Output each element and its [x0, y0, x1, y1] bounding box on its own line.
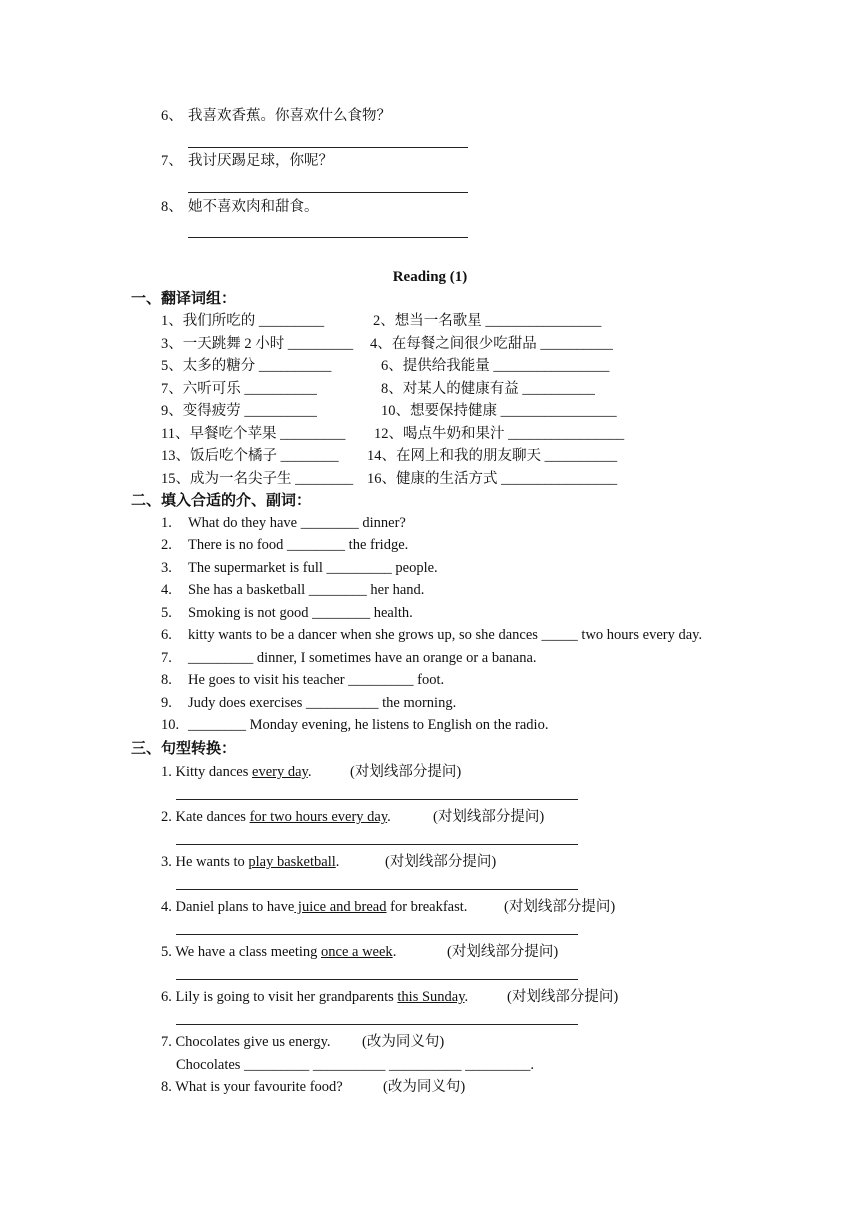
answer-line — [176, 889, 578, 890]
phrase-item: 3、一天跳舞 2 小时 _________ — [161, 336, 354, 352]
fill-item-num: 5. — [161, 605, 172, 621]
phrase-item: 15、成为一名尖子生 ________ — [161, 471, 354, 487]
fill-item-num: 4. — [161, 582, 172, 598]
phrase-item: 11、早餐吃个苹果 _________ — [161, 426, 346, 442]
fill-item-text: Judy does exercises __________ the morning. — [188, 695, 457, 711]
answer-line — [176, 1024, 578, 1025]
fill-item-text: The supermarket is full _________ people. — [188, 560, 438, 576]
fill-item-text: She has a basketball ________ her hand. — [188, 582, 425, 598]
part2-heading: 二、填入合适的介、副词： — [131, 493, 312, 509]
transform-note: (改为同义句) — [383, 1079, 466, 1095]
prior-item-num: 7、 — [161, 153, 183, 169]
section-title: Reading (1) — [392, 269, 468, 285]
phrase-item: 1、我们所吃的 _________ — [161, 313, 325, 329]
fill-item-text: Smoking is not good ________ health. — [188, 605, 413, 621]
transform-note: (对划线部分提问) — [504, 899, 616, 915]
fill-item-num: 9. — [161, 695, 172, 711]
answer-line — [188, 147, 468, 148]
transform-sentence: 3. He wants to play basketball. — [161, 854, 340, 870]
fill-item-text: _________ dinner, I sometimes have an orange or a banana. — [188, 650, 537, 666]
phrase-item: 5、太多的糖分 __________ — [161, 358, 332, 374]
answer-line — [176, 934, 578, 935]
underlined-part: juice and bread — [294, 899, 387, 915]
transform-note: (对划线部分提问) — [385, 854, 497, 870]
fill-item-text: kitty wants to be a dancer when she grows up, so she dances _____ two hours every day. — [188, 627, 703, 643]
fill-item-num: 8. — [161, 672, 172, 688]
transform-note: (改为同义句) — [362, 1034, 445, 1050]
prior-item-text: 她不喜欢肉和甜食。 — [188, 199, 319, 215]
transform-sentence: 8. What is your favourite food? — [161, 1079, 343, 1095]
phrase-item: 7、六听可乐 __________ — [161, 381, 317, 397]
phrase-item: 14、在网上和我的朋友聊天 __________ — [367, 448, 618, 464]
transform-note: (对划线部分提问) — [447, 944, 559, 960]
underlined-part: for two hours every day — [249, 809, 388, 825]
fill-item-num: 3. — [161, 560, 172, 576]
fill-item-num: 6. — [161, 627, 172, 643]
fill-item-num: 10. — [161, 717, 180, 733]
answer-line — [176, 979, 578, 980]
transform-note: (对划线部分提问) — [507, 989, 619, 1005]
transform-sentence: 4. Daniel plans to have juice and bread for breakfast. — [161, 899, 468, 915]
fill-item-text: ________ Monday evening, he listens to English on the radio. — [188, 717, 549, 733]
phrase-item: 4、在每餐之间很少吃甜品 __________ — [370, 336, 613, 352]
transform-sentence: 6. Lily is going to visit her grandparents this Sunday. — [161, 989, 469, 1005]
underlined-part: once a week — [321, 944, 393, 960]
phrase-item: 16、健康的生活方式 ________________ — [367, 471, 618, 487]
prior-item-text: 我喜欢香蕉。你喜欢什么食物？ — [188, 108, 391, 124]
prior-item-text: 我讨厌踢足球，你呢？ — [188, 153, 333, 169]
part1-heading: 一、翻译词组： — [131, 291, 237, 307]
fill-item-num: 1. — [161, 515, 172, 531]
underlined-part: this Sunday — [397, 989, 465, 1005]
phrase-item: 9、变得疲劳 __________ — [161, 403, 317, 419]
prior-item-num: 6、 — [161, 108, 183, 124]
underlined-part: every day — [252, 764, 308, 780]
prior-item-num: 8、 — [161, 199, 183, 215]
fill-item-text: He goes to visit his teacher _________ foot. — [188, 672, 445, 688]
transform-sentence: 1. Kitty dances every day. — [161, 764, 312, 780]
answer-line — [188, 192, 468, 193]
transform-note: (对划线部分提问) — [433, 809, 545, 825]
fill-item-text: There is no food ________ the fridge. — [188, 537, 409, 553]
phrase-item: 10、想要保持健康 ________________ — [381, 403, 617, 419]
transform-note: (对划线部分提问) — [350, 764, 462, 780]
answer-line — [176, 799, 578, 800]
transform-sentence: 5. We have a class meeting once a week. — [161, 944, 397, 960]
phrase-item: 12、喝点牛奶和果汁 ________________ — [374, 426, 625, 442]
fill-item-text: What do they have ________ dinner? — [188, 515, 406, 531]
phrase-item: 2、想当一名歌星 ________________ — [373, 313, 602, 329]
answer-line — [176, 844, 578, 845]
phrase-item: 13、饭后吃个橘子 ________ — [161, 448, 339, 464]
phrase-item: 6、提供给我能量 ________________ — [381, 358, 610, 374]
fill-item-num: 7. — [161, 650, 172, 666]
underlined-part: play basketball — [248, 854, 336, 870]
answer-line — [188, 237, 468, 238]
fill-item-num: 2. — [161, 537, 172, 553]
synonym-answer-template: Chocolates _________ __________ __________ _________. — [176, 1057, 535, 1073]
transform-sentence: 2. Kate dances for two hours every day. — [161, 809, 391, 825]
phrase-item: 8、对某人的健康有益 __________ — [381, 381, 595, 397]
part3-heading: 三、句型转换： — [131, 741, 237, 757]
transform-sentence: 7. Chocolates give us energy. — [161, 1034, 331, 1050]
